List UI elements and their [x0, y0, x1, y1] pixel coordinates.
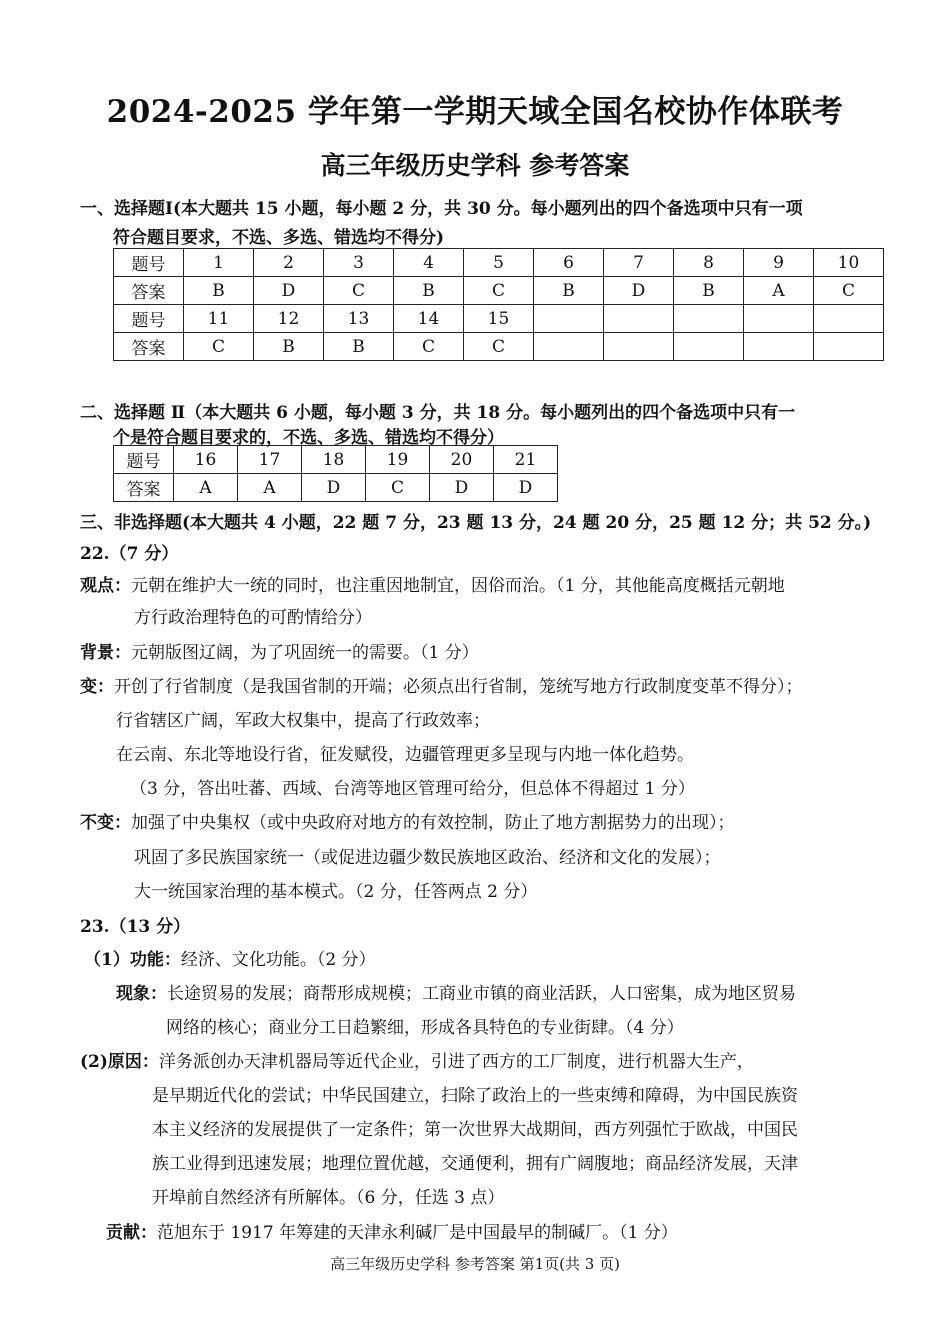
table-cell: C: [464, 333, 534, 361]
q22-viewpoint-text-2: 方行政治理特色的可酌情给分）: [134, 608, 372, 628]
q22-background-label: 背景：: [80, 643, 131, 663]
table-row-label: 题号: [114, 446, 174, 474]
q23-heading: 23.（13 分）: [80, 917, 191, 937]
page-footer: 高三年级历史学科 参考答案 第1页(共 3 页): [330, 1255, 620, 1273]
table-cell: D: [494, 474, 558, 502]
table-row: [114, 474, 558, 502]
q22-constant-label: 不变：: [80, 813, 131, 833]
table-cell: 20: [430, 446, 494, 474]
table-row-label: 答案: [114, 333, 184, 361]
q22-heading: 22.（7 分）: [80, 544, 179, 564]
table-cell: 4: [394, 249, 464, 277]
q22-viewpoint-text-1: 元朝在维护大一统的同时，也注重因地制宜，因俗而治。（1 分，其他能高度概括元朝地: [131, 576, 785, 596]
q22-constant-text-1: 加强了中央集权（或中央政府对地方的有效控制，防止了地方割据势力的出现）；: [131, 813, 735, 833]
table-cell: 2: [254, 249, 324, 277]
q23-part1-label: （1）功能：: [84, 950, 181, 970]
q22-viewpoint-label: 观点：: [80, 576, 131, 596]
table-cell: C: [464, 277, 534, 305]
q23-reason-text-3: 本主义经济的发展提供了一定条件；第一次世界大战期间，西方列强忙于欧战，中国民: [152, 1120, 798, 1140]
q22-background: [80, 638, 479, 663]
q23-part2: [80, 1047, 754, 1072]
answer-table-2-body: [114, 446, 558, 502]
q23-contribution-text: 范旭东于 1917 年筹建的天津永利碱厂是中国最早的制碱厂。（1 分）: [157, 1223, 678, 1243]
table-cell: 8: [674, 249, 744, 277]
table-cell: A: [174, 474, 238, 502]
q23-reason-text-1: 洋务派创办天津机器局等近代企业，引进了西方的工厂制度，进行机器大生产，: [158, 1052, 754, 1072]
table-cell: B: [394, 277, 464, 305]
table-cell: [814, 333, 884, 361]
q22-viewpoint: [80, 571, 785, 596]
table-cell: B: [534, 277, 604, 305]
q23-part1: [84, 945, 376, 970]
table-cell: [674, 333, 744, 361]
table-cell: B: [184, 277, 254, 305]
section2-heading-line2: 个是符合题目要求的，不选、多选、错选均不得分）: [113, 428, 504, 448]
answer-table-1-body: [114, 249, 884, 361]
q23-phenomenon: [116, 979, 796, 1004]
q22-change-label: 变：: [80, 677, 114, 697]
table-cell: 9: [744, 249, 814, 277]
q22-constant-text-2: 巩固了多民族国家统一（或促进边疆少数民族地区政治、经济和文化的发展）；: [134, 848, 721, 868]
q22-constant: [80, 808, 735, 833]
q22-change: [80, 672, 803, 697]
table-cell: D: [430, 474, 494, 502]
page-title: 2024-2025 学年第一学期天域全国名校协作体联考: [106, 94, 844, 130]
table-row: [114, 305, 884, 333]
table-cell: 21: [494, 446, 558, 474]
table-cell: 12: [254, 305, 324, 333]
table-cell: 19: [366, 446, 430, 474]
page-subtitle: 高三年级历史学科 参考答案: [320, 151, 630, 180]
table-cell: [814, 305, 884, 333]
table-cell: C: [394, 333, 464, 361]
section1-heading-line2: 符合题目要求，不选、多选、错选均不得分): [113, 228, 445, 248]
table-row-label: 答案: [114, 474, 174, 502]
table-cell: 6: [534, 249, 604, 277]
table-cell: [674, 305, 744, 333]
table-cell: B: [674, 277, 744, 305]
table-cell: 15: [464, 305, 534, 333]
table-cell: 7: [604, 249, 674, 277]
q23-phenomenon-text-1: 长途贸易的发展；商帮形成规模；工商业市镇的商业活跃，人口密集，成为地区贸易: [167, 984, 796, 1004]
answer-table-2: [113, 445, 558, 502]
q23-contribution: [106, 1218, 678, 1243]
q23-contribution-label: 贡献：: [106, 1223, 157, 1243]
table-cell: 18: [302, 446, 366, 474]
table-cell: B: [254, 333, 324, 361]
table-row: [114, 446, 558, 474]
table-row: [114, 333, 884, 361]
q23-reason-text-5: 开埠前自然经济有所解体。（6 分，任选 3 点）: [152, 1188, 505, 1208]
q22-constant-text-3: 大一统国家治理的基本模式。（2 分，任答两点 2 分）: [134, 882, 538, 902]
table-row: [114, 277, 884, 305]
table-cell: A: [744, 277, 814, 305]
table-cell: 3: [324, 249, 394, 277]
table-row-label: 题号: [114, 305, 184, 333]
q23-phenomenon-text-2: 网络的核心；商业分工日趋繁细，形成各具特色的专业街肆。（4 分）: [166, 1018, 684, 1038]
table-cell: D: [254, 277, 324, 305]
table-cell: C: [184, 333, 254, 361]
q23-reason-text-2: 是早期近代化的尝试；中华民国建立，扫除了政治上的一些束缚和障碍，为中国民族资: [152, 1086, 798, 1106]
table-cell: 1: [184, 249, 254, 277]
table-cell: C: [324, 277, 394, 305]
table-row-label: 答案: [114, 277, 184, 305]
table-cell: 17: [238, 446, 302, 474]
q22-change-text-1: 开创了行省制度（是我国省制的开端；必须点出行省制，笼统写地方行政制度变革不得分）；: [114, 677, 803, 697]
table-cell: D: [302, 474, 366, 502]
q22-background-text: 元朝版图辽阔，为了巩固统一的需要。（1 分）: [131, 643, 479, 663]
q22-change-text-3: 在云南、东北等地设行省，征发赋役，边疆管理更多呈现与内地一体化趋势。: [116, 745, 694, 765]
table-row: [114, 249, 884, 277]
section1-heading-line1: 一、选择题Ⅰ(本大题共 15 小题，每小题 2 分，共 30 分。每小题列出的四个备选项中只有一项: [80, 199, 803, 219]
table-row-label: 题号: [114, 249, 184, 277]
q23-phenomenon-label: 现象：: [116, 984, 167, 1004]
q23-part1-text: 经济、文化功能。（2 分）: [180, 950, 376, 970]
table-cell: 14: [394, 305, 464, 333]
table-cell: C: [366, 474, 430, 502]
table-cell: D: [604, 277, 674, 305]
table-cell: 5: [464, 249, 534, 277]
table-cell: [604, 305, 674, 333]
table-cell: [534, 305, 604, 333]
table-cell: 16: [174, 446, 238, 474]
table-cell: A: [238, 474, 302, 502]
table-cell: [534, 333, 604, 361]
table-cell: 10: [814, 249, 884, 277]
table-cell: [744, 305, 814, 333]
section2-heading-line1: 二、选择题 Ⅱ（本大题共 6 小题，每小题 3 分，共 18 分。每小题列出的四个备选项中只有一: [80, 403, 796, 423]
q22-change-text-2: 行省辖区广阔，军政大权集中，提高了行政效率；: [116, 711, 490, 731]
answer-table-1: [113, 248, 884, 361]
section3-heading: 三、非选择题(本大题共 4 小题，22 题 7 分，23 题 13 分，24 题 20 分，25 题 12 分；共 52 分。): [80, 513, 872, 533]
q22-change-text-4: （3 分，答出吐蕃、西域、台湾等地区管理可给分，但总体不得超过 1 分）: [130, 779, 695, 799]
table-cell: B: [324, 333, 394, 361]
table-cell: 13: [324, 305, 394, 333]
table-cell: [604, 333, 674, 361]
table-cell: C: [814, 277, 884, 305]
q23-reason-text-4: 族工业得到迅速发展；地理位置优越，交通便利，拥有广阔腹地；商品经济发展，天津: [152, 1154, 798, 1174]
q23-part2-label: (2)原因：: [80, 1052, 159, 1072]
table-cell: 11: [184, 305, 254, 333]
table-cell: [744, 333, 814, 361]
